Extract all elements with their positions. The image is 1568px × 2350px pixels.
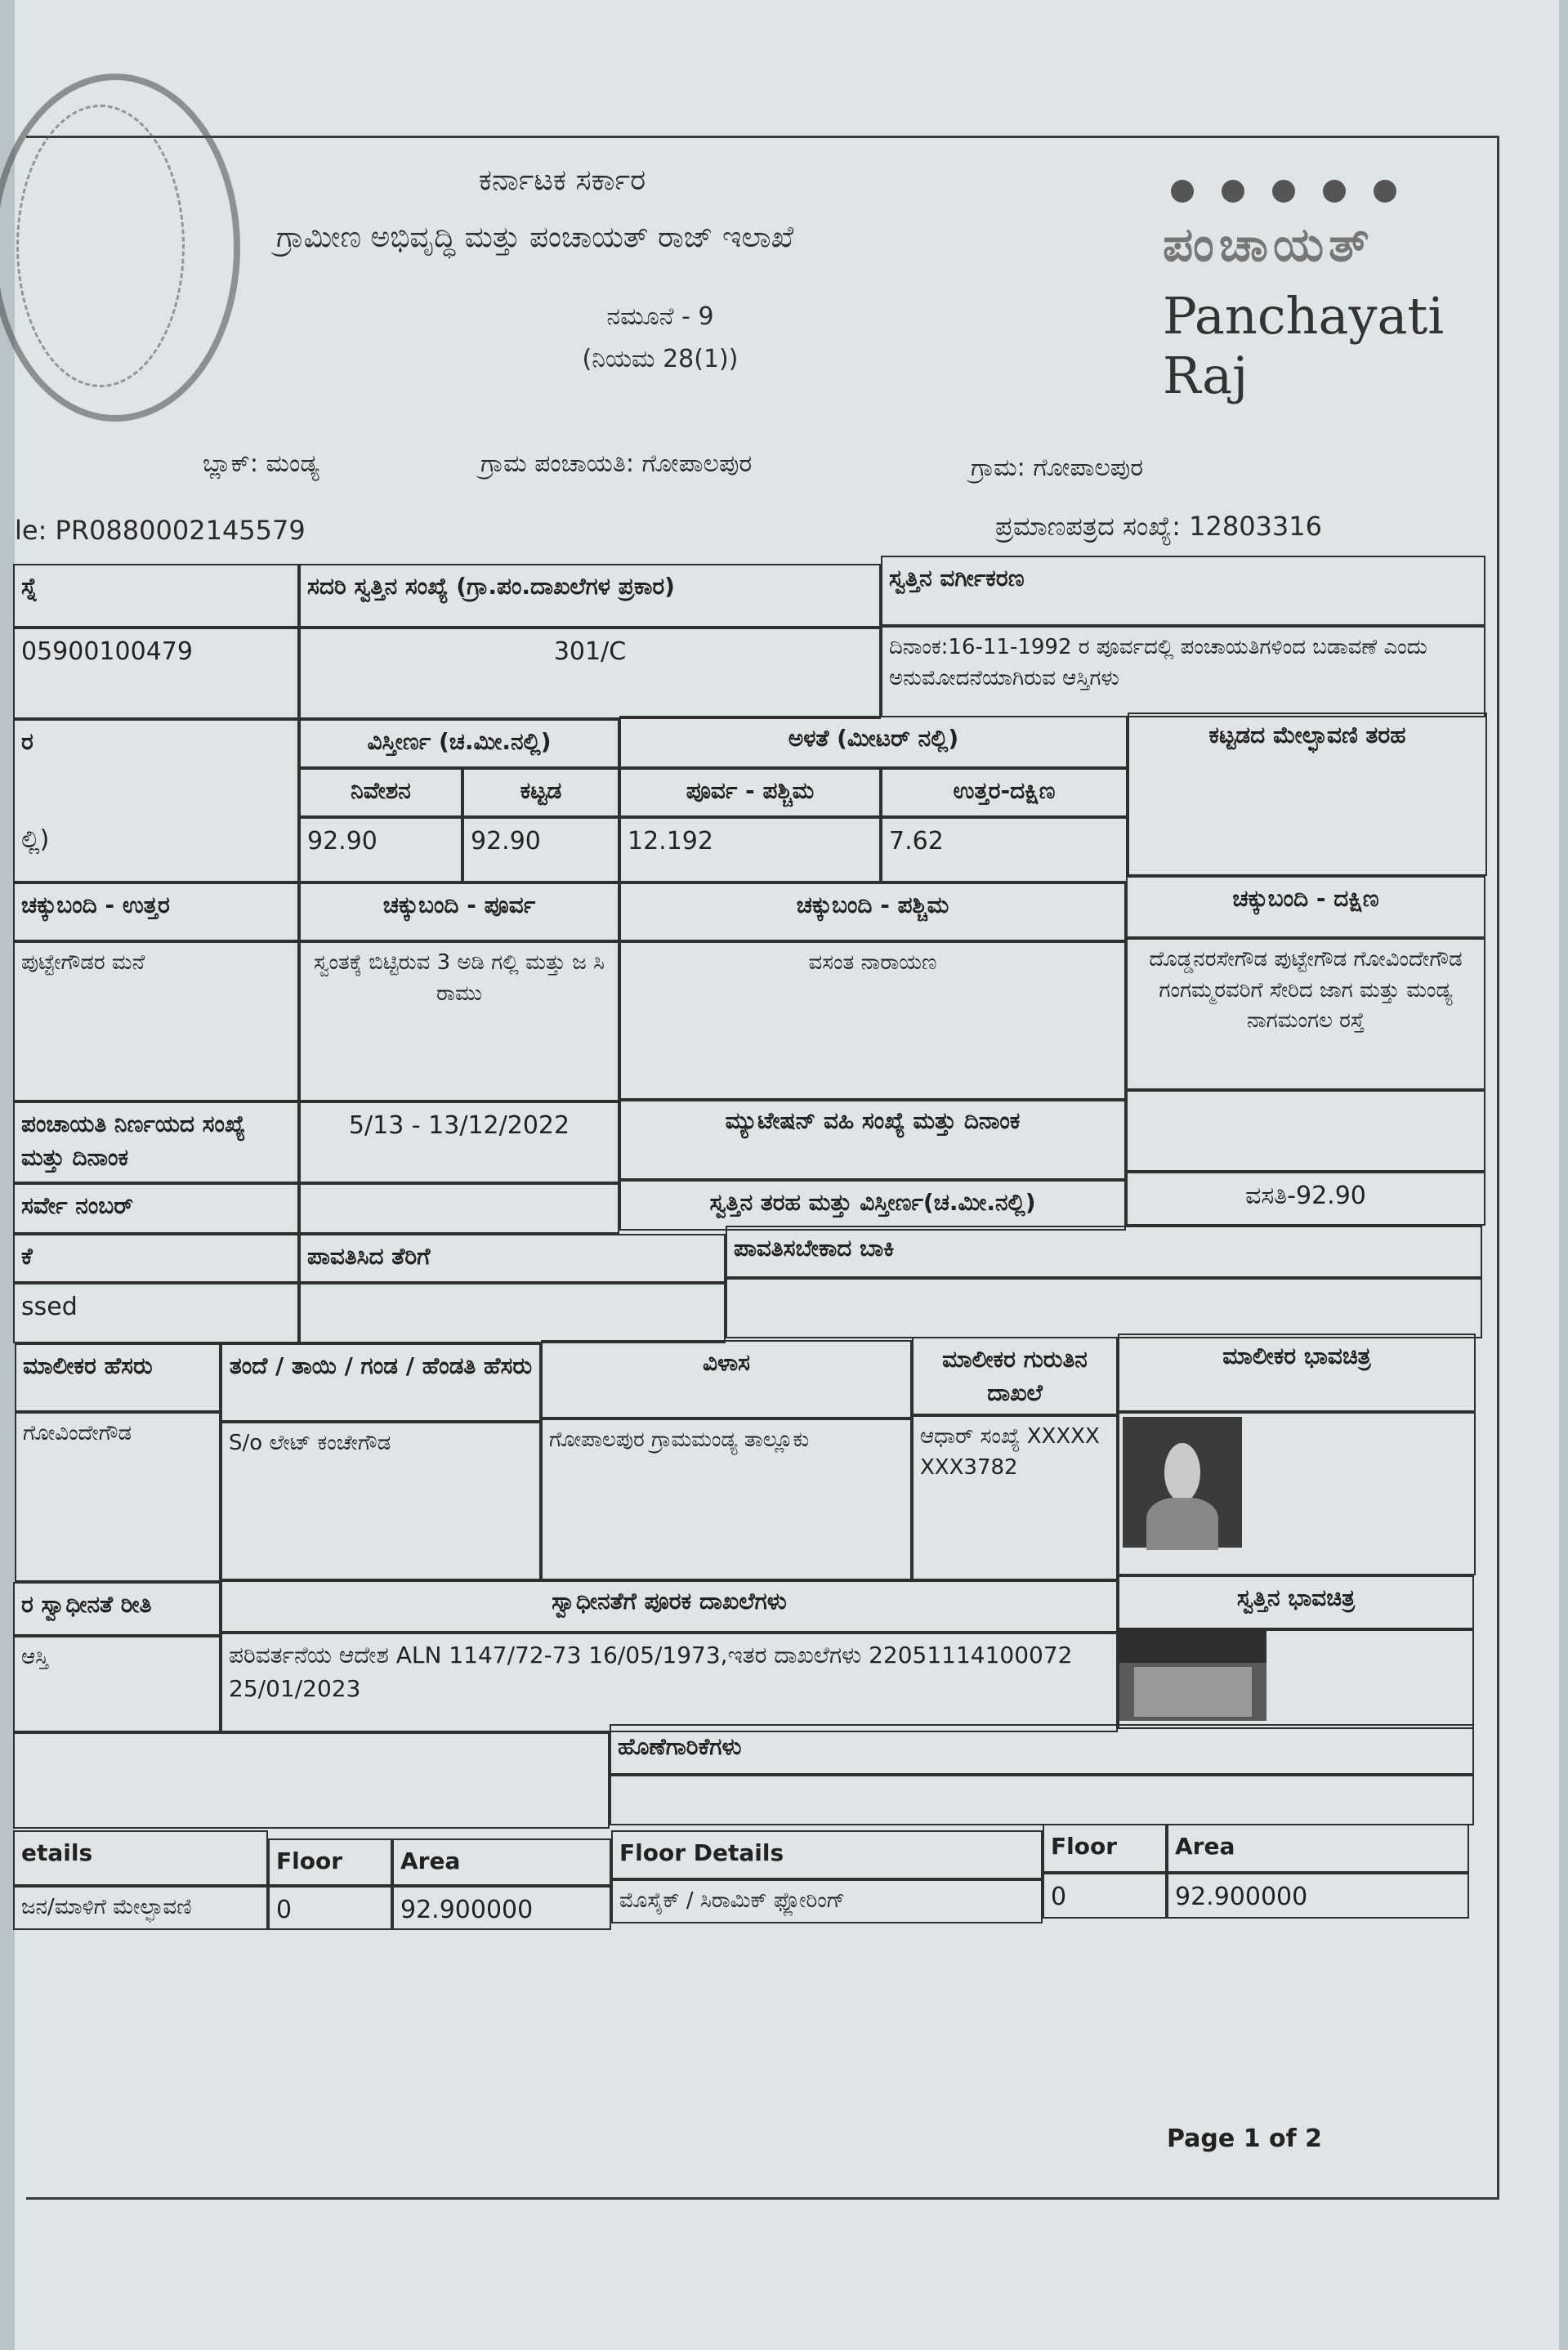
resolution-label: ಪಂಚಾಯತಿ ನಿರ್ಣಯದ ಸಂಖ್ಯೆ ಮತ್ತು ದಿನಾಂಕ xyxy=(13,1101,299,1183)
dimension-value-left: ಲ್ಲಿ) xyxy=(13,817,299,882)
page-number: Page 1 of 2 xyxy=(1167,2124,1322,2153)
floor-right-type: ಮೊಸೈಕ್ / ಸಿರಾಮಿಕ್ ಫ್ಲೋರಿಂಗ್ xyxy=(611,1879,1043,1923)
mutation-value xyxy=(1126,1090,1485,1172)
liabilities-value xyxy=(610,1775,1474,1825)
tax-due-value xyxy=(726,1278,1482,1338)
header-line2: ಗ್ರಾಮೀಣ ಅಭಿವೃದ್ಧಿ ಮತ್ತು ಪಂಚಾಯತ್ ರಾಜ್ ಇಲಾಖೆ xyxy=(276,221,794,254)
north-south-header: ಉತ್ತರ-ದಕ್ಷಿಣ xyxy=(881,768,1128,817)
owner-name: ಗೋವಿಂದೇಗೌಡ xyxy=(15,1412,221,1582)
owner-id: ಆಧಾರ್ ಸಂಖ್ಯೆ XXXXXXXX3782 xyxy=(912,1415,1118,1582)
floor-details-header: Floor Details xyxy=(611,1830,1043,1879)
north-south-length: 7.62 xyxy=(881,817,1128,882)
certificate-number: ಪ್ರಮಾಣಪತ್ರದ ಸಂಖ್ಯೆ: 12803316 xyxy=(995,511,1322,542)
village: ಗ್ರಾಮ: ಗೋಪಾಲಪುರ xyxy=(971,453,1144,482)
liabilities-left xyxy=(13,1732,610,1829)
dimension-label-left: ರ xyxy=(13,719,299,882)
row1-label-mid: ಸದರಿ ಸ್ವತ್ತಿನ ಸಂಖ್ಯೆ (ಗ್ರಾ.ಪಂ.ದಾಖಲೆಗಳ ಪ್ರಕಾರ) xyxy=(299,564,881,628)
row1-label-left: ಸ್ನೆ xyxy=(13,564,299,628)
south-boundary-label: ಚಕ್ಕುಬಂದಿ - ದಕ್ಷಿಣ xyxy=(1126,876,1485,938)
property-code: le: PR0880002145579 xyxy=(15,515,306,546)
panchayati-raj-logo xyxy=(1146,163,1473,405)
area-header-right: Area xyxy=(1167,1824,1469,1873)
tax-paid-value xyxy=(299,1283,726,1343)
ownership-docs-label: ಸ್ವಾಧೀನತೆಗೆ ಪೂರಕ ದಾಖಲೆಗಳು xyxy=(221,1579,1118,1633)
floor-right-area: 92.900000 xyxy=(1167,1873,1469,1919)
ownership-mode-value: ಆಸ್ತಿ xyxy=(13,1636,221,1732)
construction-header: ಕಟ್ಟಡದ ಮೇಲ್ಛಾವಣಿ ತರಹ xyxy=(1128,713,1487,876)
taluk: ಬ್ಲಾಕ್: ಮಂಡ್ಯ xyxy=(203,449,319,478)
relation-header: ತಂದೆ / ತಾಯಿ / ಗಂಡ / ಹೆಂಡತಿ ಹೆಸರು xyxy=(221,1343,541,1422)
east-boundary: ಸ್ವಂತಕ್ಕೆ ಬಿಟ್ಟಿರುವ 3 ಅಡಿ ಗಲ್ಲಿ ಮತ್ತು ಜ ಸಿ ರಾಮು xyxy=(299,941,619,1101)
mutation-label: ಮ್ಯುಟೇಷನ್ ವಹಿ ಸಂಖ್ಯೆ ಮತ್ತು ದಿನಾಂಕ xyxy=(619,1098,1126,1180)
floor-header-right: Floor xyxy=(1043,1824,1167,1873)
east-west-header: ಪೂರ್ವ - ಪಶ್ಚಿಮ xyxy=(619,768,881,817)
north-boundary: ಪುಟ್ಟೇಗೌಡರ ಮನೆ xyxy=(13,941,299,1101)
site-header: ನಿವೇಶನ xyxy=(299,768,462,817)
floor-header-left: Floor xyxy=(268,1838,392,1886)
property-photo-cell xyxy=(1118,1629,1474,1729)
tax-due-label: ಪಾವತಿಸಬೇಕಾದ ಬಾಕಿ xyxy=(726,1226,1482,1278)
panchayat: ಗ್ರಾಮ ಪಂಚಾಯತಿ: ಗೋಪಾಲಪುರ xyxy=(480,449,753,478)
seal-stamp-icon xyxy=(0,74,240,422)
floor-left-number: 0 xyxy=(268,1886,392,1930)
property-photo-icon xyxy=(1119,1631,1266,1721)
area-header: ವಿಸ್ತೀರ್ಣ (ಚ.ಮೀ.ನಲ್ಲಿ) xyxy=(299,719,619,768)
building-area: 92.90 xyxy=(462,817,619,882)
floor-left-area: 92.900000 xyxy=(392,1886,611,1930)
site-area: 92.90 xyxy=(299,817,462,882)
building-header: ಕಟ್ಟಡ xyxy=(462,768,619,817)
survey-label: ಸರ್ವೇ ನಂಬರ್ xyxy=(13,1183,299,1234)
owner-photo-header: ಮಾಲೀಕರ ಭಾವಚಿತ್ರ xyxy=(1118,1334,1476,1412)
form-number: ನಮೂನೆ - 9 xyxy=(606,302,714,331)
floor-left-type: ಜನ/ಮಾಳಿಗೆ ಮೇಲ್ಛಾವಣಿ xyxy=(13,1886,268,1930)
floor-right-number: 0 xyxy=(1043,1873,1167,1919)
east-west-length: 12.192 xyxy=(619,817,881,882)
document-sheet xyxy=(15,0,1559,2350)
property-number: 301/C xyxy=(299,628,881,719)
measure-header: ಅಳತೆ (ಮೀಟರ್ ನಲ್ಲಿ) xyxy=(619,716,1128,768)
owner-photo-cell xyxy=(1118,1412,1476,1575)
ownership-docs-value: ಪರಿವರ್ತನೆಯ ಆದೇಶ ALN 1147/72-73 16/05/1973,ಇತರ ದಾಖಲೆಗಳು 22051114100072 25/01/2023 xyxy=(221,1633,1118,1732)
address-header: ವಿಳಾಸ xyxy=(541,1340,912,1418)
logo-dots-icon xyxy=(1171,180,1424,206)
header-line1: ಕರ್ನಾಟಕ ಸರ್ಕಾರ xyxy=(478,163,646,197)
west-boundary: ವಸಂತ ನಾರಾಯಣ xyxy=(619,941,1126,1101)
logo-text: Panchayati Raj xyxy=(1163,286,1445,405)
tax-label-left: ಕೆ xyxy=(13,1234,299,1283)
east-boundary-label: ಚಕ್ಕುಬಂದಿ - ಪೂರ್ವ xyxy=(299,882,619,941)
west-boundary-label: ಚಕ್ಕುಬಂದಿ - ಪಶ್ಚಿಮ xyxy=(619,882,1126,941)
owner-relation: S/o ಲೇಟ್ ಕಂಚೇಗೌಡ xyxy=(221,1422,541,1582)
ownership-mode-label: ರ ಸ್ವಾಧೀನತೆ ರೀತಿ xyxy=(13,1582,221,1636)
survey-value xyxy=(299,1183,619,1234)
form-rule: (ನಿಯಮ 28(1)) xyxy=(582,345,739,373)
property-type-label: ಸ್ವತ್ತಿನ ತರಹ ಮತ್ತು ವಿಸ್ತೀರ್ಣ(ಚ.ಮೀ.ನಲ್ಲಿ) xyxy=(619,1180,1126,1231)
row1-label-right: ಸ್ವತ್ತಿನ ವರ್ಗೀಕರಣ xyxy=(881,556,1485,626)
owner-photo-icon xyxy=(1123,1417,1242,1548)
north-boundary-label: ಚಕ್ಕುಬಂದಿ - ಉತ್ತರ xyxy=(13,882,299,941)
area-header-left: Area xyxy=(392,1838,611,1886)
property-classification: ದಿನಾಂಕ:16-11-1992 ರ ಪೂರ್ವದಲ್ಲಿ ಪಂಚಾಯತಿಗಳಿಂದ ಬಡಾವಣೆ ಎಂದು ಅನುಮೋದನೆಯಾಗಿರುವ ಆಸ್ತಿಗಳು xyxy=(881,626,1485,717)
property-type-value: ವಸತಿ-92.90 xyxy=(1126,1172,1485,1226)
owner-id-header: ಮಾಲೀಕರ ಗುರುತಿನ ದಾಖಲೆ xyxy=(912,1337,1118,1415)
tax-paid-label: ಪಾವತಿಸಿದ ತೆರಿಗೆ xyxy=(299,1234,726,1283)
tax-value-left: ssed xyxy=(13,1283,299,1343)
property-id: 05900100479 xyxy=(13,628,299,719)
owner-address: ಗೋಪಾಲಪುರ ಗ್ರಾಮಮಂಡ್ಯ ತಾಲ್ಲೂಕು xyxy=(541,1418,912,1582)
owner-name-header: ಮಾಲೀಕರ ಹೆಸರು xyxy=(15,1343,221,1412)
floor-details-left-header: etails xyxy=(13,1830,268,1886)
logo-script-icon: ಪಂಚಾಯತ್ xyxy=(1163,217,1374,272)
south-boundary: ದೊಡ್ಡನರಸೇಗೌಡ ಪುಟ್ಟೇಗೌಡ ಗೋವಿಂದೇಗೌಡ ಗಂಗಮ್ಮರವರಿಗೆ ಸೇರಿದ ಜಾಗ ಮತ್ತು ಮಂಡ್ಯ ನಾಗಮಂಗಲ ರಸ್ತೆ xyxy=(1126,938,1485,1090)
liabilities-label: ಹೊಣೆಗಾರಿಕೆಗಳು xyxy=(610,1724,1474,1775)
resolution-value: 5/13 - 13/12/2022 xyxy=(299,1101,619,1183)
property-photo-label: ಸ್ವತ್ತಿನ ಭಾವಚಿತ್ರ xyxy=(1118,1575,1474,1629)
